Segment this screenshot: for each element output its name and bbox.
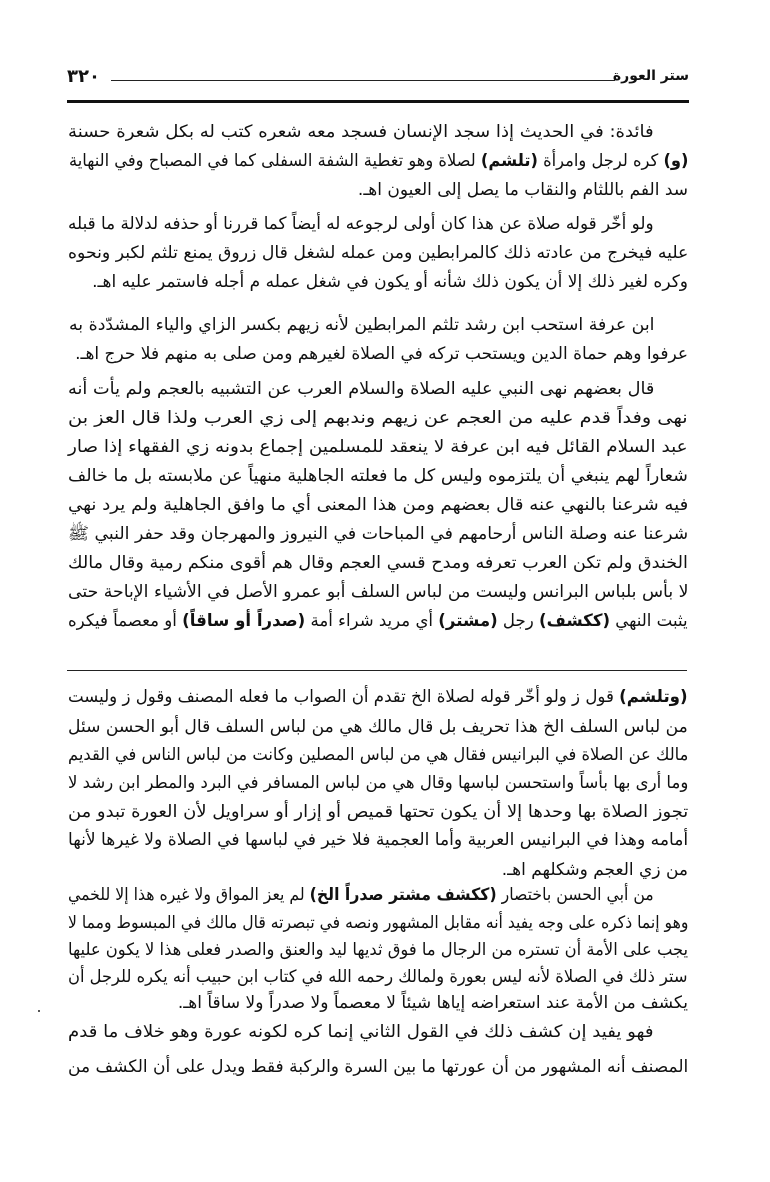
text-run: رجل — [498, 611, 540, 631]
bold-term: (و) — [662, 151, 688, 171]
text-run: فائدة: في الحديث إذا سجد الإنسان فسجد معه شعره كتب له بكل شعرة حسنة — [68, 122, 654, 142]
text-run: كره لرجل وامرأة — [537, 151, 663, 171]
text-run: أي مريد شراء أمة — [305, 611, 439, 631]
footnote-line — [68, 881, 654, 909]
text-run: المصنف أنه المشهور من أن عورتها ما بين السرة والركبة فقط ويدل على أن الكشف من — [67, 1057, 688, 1077]
text-run: الخندق ولم تكن العرب تعرفه ومدح قسي العجم وقال هم أقوى منكم رمية وقال مالك — [68, 553, 688, 573]
footnote-line — [68, 713, 688, 741]
text-run: مالك عن الصلاة في البرانيس فقال هي من لباس المصلين وكانت من لباس الناس في القديم — [67, 745, 688, 765]
text-run: أو معصماً فيكره — [68, 611, 183, 631]
bold-term: (وتلشم) — [619, 687, 688, 707]
text-run: وما أرى بها بأساً واستحسن لباسها وقال هي من لباس المسافر في البرد والمطر ابن رشد لا — [67, 773, 688, 793]
text-line — [69, 311, 654, 339]
running-header — [67, 66, 689, 90]
text-run: نهى وفداً قدم عليه من العجم عن زيهم وندبهم إلى زي العرب ولذا قال العز بن — [68, 408, 688, 428]
footnote-line — [178, 989, 688, 1017]
page-number: ٣٢٠ — [67, 66, 100, 87]
text-line — [68, 607, 688, 635]
text-run: شرعنا عنه وصلة الناس أرحامهم في المباحات في النيروز والمهرجان وقد حفر النبي ﷺ — [67, 524, 688, 544]
text-run: وكره لغير ذلك إلا أن يكون ذلك شأنه أو يكون في شغل عمله م أجله فاستمر عليه اهـ. — [92, 272, 688, 292]
footnote-line — [68, 798, 688, 826]
text-run: وهو إنما ذكره على وجه يفيد أنه مقابل المشهور ونصه في تبصرته قال مالك في المبسوط ومما لا — [67, 913, 688, 933]
footnote-line — [68, 741, 688, 769]
bold-term: (ككشف مشتر صدراً الخ) — [309, 885, 497, 905]
text-run: قال بعضهم نهى النبي عليه الصلاة والسلام العرب عن التشبيه بالعجم ولم يأت أنه — [67, 379, 654, 399]
text-line — [358, 176, 688, 204]
header-line — [111, 80, 615, 81]
text-run: عليه فيخرج من عادته ذلك كالمرابطين ومن عمله لشغل قال زروق يمنع تلثم لكبر ونحوه — [67, 243, 688, 263]
header-rule — [67, 100, 689, 103]
text-run: لصلاة وهو تغطية الشفة السفلى كما في المصباح وفي النهاية — [68, 151, 481, 171]
text-run: ابن عرفة استحب ابن رشد تلثم المرابطين لأنه زيهم بكسر الزاي والياء المشدّدة به — [68, 315, 654, 335]
text-line — [68, 147, 688, 175]
text-run: عبد السلام القائل فيه ابن عرفة لا ينعقد للمسلمين إجماع بدونه زي الفقهاء إذا صار — [68, 437, 688, 457]
text-run: لا بأس بلباس البرانس وليست من لباس السلف أبو عمرو الأصل في الأشياء الإباحة حتى — [67, 582, 688, 602]
footnote-line — [68, 963, 688, 991]
text-line — [75, 340, 688, 368]
running-title: ستر العورة — [612, 68, 689, 84]
footnote-line — [68, 683, 688, 711]
footnote-line — [68, 769, 688, 797]
text-run: من لباس السلف الخ هذا تحريف بل قال مالك هي من لباس السلف قال أبو الحسن سئل — [68, 717, 688, 737]
text-run: يثبت النهي — [610, 611, 688, 631]
text-line — [68, 462, 688, 490]
text-run: ولو أخّر قوله صلاة عن هذا كان أولى لرجوعه له أيضاً كما قررنا أو حذفه لدلالة ما قبله — [68, 214, 654, 234]
text-run: ستر ذلك في الصلاة لأنه ليس بعورة ولمالك رحمه الله في كتاب ابن حبيب أنه يكره للرجل أن — [68, 967, 688, 987]
text-line — [68, 549, 688, 577]
text-run: شعاراً لهم ينبغي أن يلتزموه وليس كل ما فعلته الجاهلية منهياً عن ملابسته بل ما خالف — [68, 466, 688, 486]
text-line — [68, 210, 654, 238]
footnote-line — [68, 909, 688, 937]
text-run: أمامه وهذا في البرانيس العربية وأما العجمية فلا خير في لباسها في الصلاة ولا غيرها لأنها — [67, 830, 688, 850]
text-line — [92, 268, 688, 296]
bold-term: (صدراً أو ساقاً) — [182, 611, 306, 631]
text-line — [68, 239, 688, 267]
bold-term: (ككشف) — [539, 611, 611, 631]
text-line — [68, 375, 654, 403]
footnote-line — [68, 826, 688, 854]
footnote-line — [502, 856, 688, 884]
text-line — [68, 520, 688, 548]
footnote-line — [68, 1018, 654, 1046]
text-line — [68, 578, 688, 606]
text-line — [68, 433, 688, 461]
scan-speck — [38, 1010, 40, 1012]
text-run: فيه شرعنا بالنهي عنه قال بعضهم ومن هذا المعنى أي ما وافق الجاهلية ولم يرد نهي — [67, 495, 688, 515]
text-run: عرفوا وهم حماة الدين ويستحب تركه في الصلاة لغيرهم ومن صلى به منهم فلا حرج اهـ. — [75, 344, 688, 364]
text-run: يجب على الأمة أن تستره من الرجال ما فوق ثديها ليد والعنق والصدر فعلى هذا لا يكون عليها — [67, 940, 688, 960]
text-line — [68, 404, 688, 432]
text-line — [68, 118, 654, 146]
text-run: من زي العجم وشكلهم اهـ. — [501, 860, 688, 880]
bold-term: (مشتر) — [438, 611, 499, 631]
footnote-line — [68, 1053, 688, 1081]
text-run: تجوز الصلاة بها وحدها إلا أن يكون تحتها قميص أو إزار أو سراويل لأن العورة تبدو من — [67, 802, 688, 822]
text-run: من أبي الحسن باختصار — [496, 885, 654, 905]
text-run: يكشف من الأمة عند استعراضه إياها شيئاً لا معصماً ولا صدراً ولا ساقاً اهـ. — [177, 993, 688, 1013]
text-run: قول ز ولو أخّر قوله لصلاة الخ تقدم أن الصواب ما فعله المصنف وقول ز وليست — [68, 687, 620, 707]
bold-term: (تلشم) — [480, 151, 538, 171]
footnote-separator — [67, 670, 687, 671]
text-run: لم يعز المواق ولا غيره هذا إلا للخمي — [68, 885, 310, 905]
text-run: سد الفم باللثام والنقاب ما يصل إلى العيون اهـ. — [357, 180, 688, 200]
text-run: فهو يفيد إن كشف ذلك في القول الثاني إنما كره لكونه عورة وهو خلاف ما قدم — [68, 1022, 654, 1042]
text-line — [68, 491, 688, 519]
footnote-line — [68, 936, 688, 964]
